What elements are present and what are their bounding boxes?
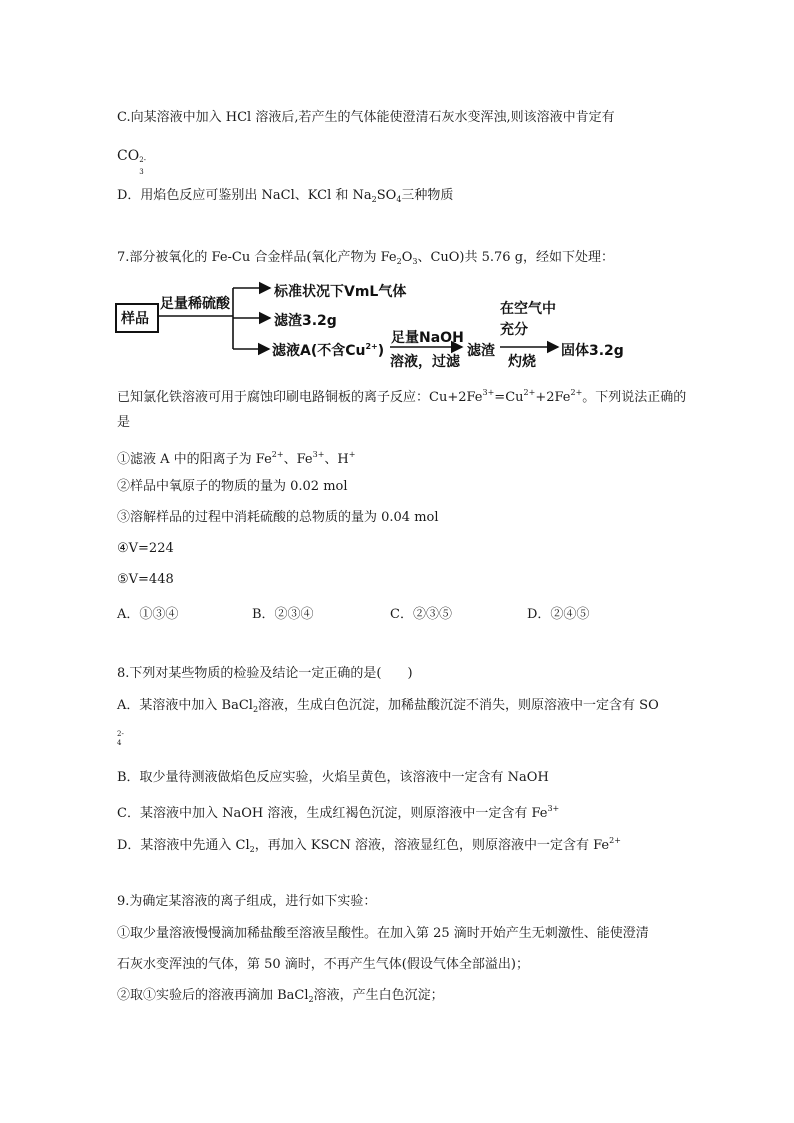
q8-option-c: C．某溶液中加入 NaOH 溶液，生成红褐色沉淀，则原溶液中一定含有 $Fe^{3+}$ bbox=[117, 804, 560, 821]
residue2-label: 滤渣 bbox=[467, 343, 495, 359]
residue-label: 滤渣3.2g bbox=[274, 313, 337, 329]
q7-option-b: B．②③④ bbox=[252, 607, 314, 622]
q7-known-end: 是 bbox=[117, 415, 131, 430]
flow-arrows bbox=[0, 0, 794, 400]
q9-step-1-line-1: ①取少量溶液慢慢滴加稀盐酸至溶液呈酸性。在加入第 25 滴时开始产生无刺激性、能使澄清 bbox=[117, 926, 649, 941]
q8-option-d: D．某溶液中先通入 $Cl_2$，再加入 KSCN 溶液，溶液显红色，则原溶液中一定含有 $Fe^{2+}$ bbox=[117, 836, 621, 854]
filtrate-label: 滤液A(不含$Cu^{2+}$) bbox=[272, 342, 385, 359]
q7-option-c: C．②③⑤ bbox=[390, 607, 452, 622]
q8-option-a: A．某溶液中加入 BaCl$_2$溶液，生成白色沉淀，加稀盐酸沉淀不消失，则原溶液中一定含有 SO bbox=[117, 698, 659, 714]
q7-option-a: A．①③④ bbox=[117, 607, 179, 622]
acid-label: 足量稀硫酸 bbox=[160, 296, 230, 312]
q9-step-2: ②取①实验后的溶液再滴加 BaCl$_2$溶液，产生白色沉淀； bbox=[117, 988, 444, 1004]
gas-label: 标准状况下VmL气体 bbox=[274, 284, 407, 300]
q8-sulfate-charge: 2- 4 bbox=[117, 730, 124, 747]
q7-statement-4: ④V=224 bbox=[117, 541, 174, 556]
q9-step-1-line-2: 石灰水变浑浊的气体，第 50 滴时，不再产生气体(假设气体全部溢出)； bbox=[117, 957, 529, 972]
q7-option-d: D．②④⑤ bbox=[527, 607, 590, 622]
q7-statement-2: ②样品中氧原子的物质的量为 0.02 mol bbox=[117, 479, 348, 494]
q7-statement-1: ①滤液 A 中的阳离子为 $Fe^{2+}$、$Fe^{3+}$、H+ bbox=[117, 450, 356, 467]
q8-stem: 8.下列对某些物质的检验及结论一定正确的是( ) bbox=[117, 666, 413, 681]
q6-option-c: C.向某溶液中加入 HCl 溶液后,若产生的气体能使澄清石灰水变浑浊,则该溶液中肯定有 bbox=[117, 110, 615, 125]
sufficient-label: 充分 bbox=[500, 322, 528, 338]
filter-label: 溶液，过滤 bbox=[390, 354, 460, 370]
q7-known: 已知氯化铁溶液可用于腐蚀印刷电路铜板的离子反应：$Cu+2Fe^{3+}=Cu^{2+}+2Fe^{2+}$。下列说法正确的 bbox=[117, 388, 687, 405]
q6-carbonate-ion: CO 2- 3 bbox=[117, 148, 147, 176]
burn-label: 灼烧 bbox=[508, 354, 536, 370]
solid-label: 固体3.2g bbox=[561, 343, 624, 359]
q7-stem: 7.部分被氧化的 Fe-Cu 合金样品(氧化产物为 $Fe_2O_3$、CuO)共 5.76 g，经如下处理： bbox=[117, 250, 615, 266]
naoh-label: 足量NaOH bbox=[391, 330, 464, 346]
q8-option-b: B．取少量待测液做焰色反应实验，火焰呈黄色，该溶液中一定含有 NaOH bbox=[117, 770, 549, 785]
sample-label: 样品 bbox=[121, 311, 149, 327]
q7-statement-3: ③溶解样品的过程中消耗硫酸的总物质的量为 0.04 mol bbox=[117, 510, 439, 525]
q6-option-d: D．用焰色反应可鉴别出 NaCl、KCl 和 $Na_2SO_4$三种物质 bbox=[117, 188, 454, 204]
q7-statement-5: ⑤V=448 bbox=[117, 572, 174, 587]
q9-stem: 9.为确定某溶液的离子组成，进行如下实验： bbox=[117, 894, 377, 909]
air-label: 在空气中 bbox=[500, 301, 556, 317]
